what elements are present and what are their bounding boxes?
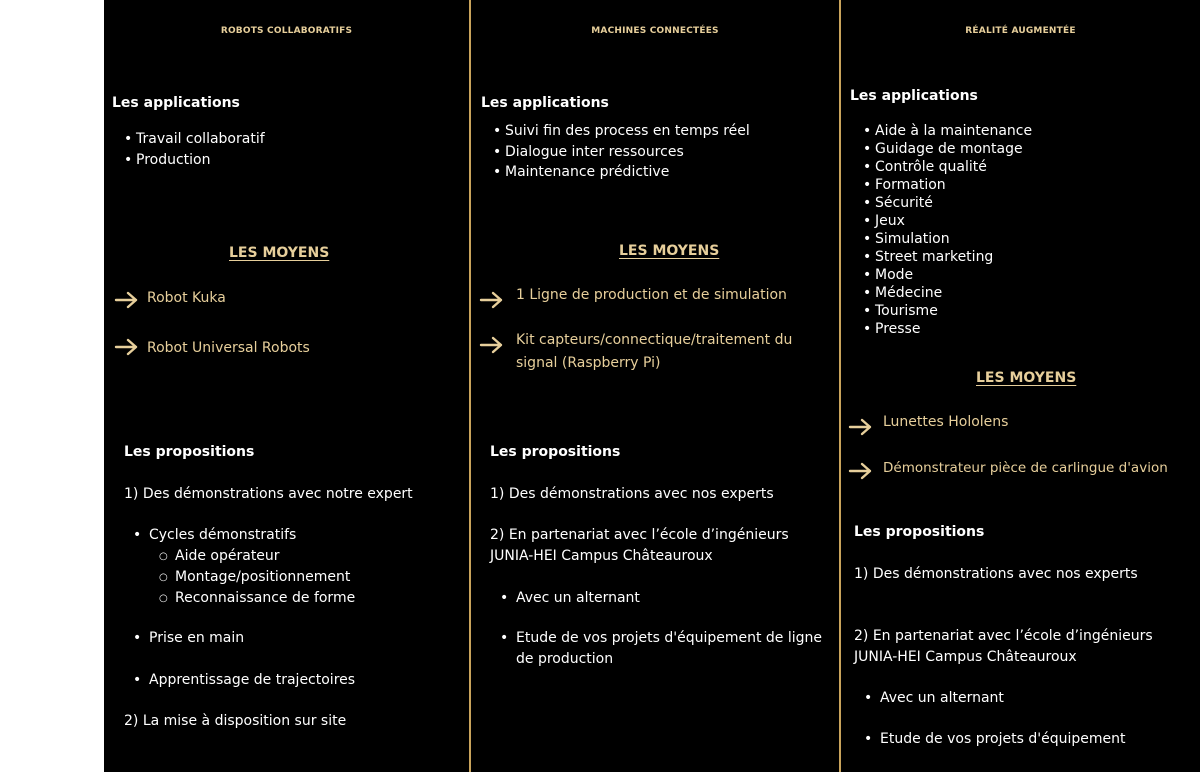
column-title: ROBOTS COLLABORATIFS [220,26,353,36]
list-item: • Maintenance prédictive [493,162,750,183]
proposition-alternant: • Avec un alternant [864,688,1004,709]
column-machines-connectees [471,0,839,772]
list-item: • Médecine [863,284,1032,302]
list-item: • Dialogue inter ressources [493,142,750,163]
list-item: • Simulation [863,230,1032,248]
moyens-title: LES MOYENS [976,370,1077,386]
list-item: • Suivi fin des process en temps réel [493,121,750,142]
applications-label: Les applications [850,88,978,104]
list-item: • Formation [863,176,1032,194]
moyen-item-cont: signal (Raspberry Pi) [516,355,661,371]
proposition-2: 2) En partenariat avec l’école d’ingénieurs [490,527,789,543]
arrow-right-icon [479,335,505,355]
applications-list [124,129,265,170]
list-item: • Production [124,150,265,171]
sub-item: ○ Montage/positionnement [159,567,350,588]
arrow-right-icon [848,417,874,437]
proposition-2-cont: JUNIA-HEI Campus Châteauroux [490,548,713,564]
list-item: • Mode [863,266,1032,284]
moyens-title: LES MOYENS [619,243,720,259]
sub-item: ○ Reconnaissance de forme [159,588,355,609]
sub-item: ○ Aide opérateur [159,546,280,567]
list-item: • Contrôle qualité [863,158,1032,176]
proposition-2: 2) En partenariat avec l’école d’ingénieurs [854,628,1153,644]
list-item: • Street marketing [863,248,1032,266]
column-title: MACHINES CONNECTÉES [591,26,719,36]
propositions-label: Les propositions [854,524,985,540]
proposition-prise: • Prise en main [133,628,244,649]
proposition-etude-cont: de production [516,651,614,667]
list-item: • Aide à la maintenance [863,122,1032,140]
proposition-cycles: • Cycles démonstratifs [133,525,296,546]
moyen-item: Robot Universal Robots [147,340,310,356]
propositions-label: Les propositions [490,444,621,460]
proposition-1: 1) Des démonstrations avec nos experts [854,566,1138,582]
proposition-1: 1) Des démonstrations avec notre expert [124,486,413,502]
proposition-1: 1) Des démonstrations avec nos experts [490,486,774,502]
offer-board [104,0,1200,772]
column-realite-augmentee [841,0,1200,772]
list-item: • Jeux [863,212,1032,230]
moyen-item: 1 Ligne de production et de simulation [516,287,787,303]
proposition-apprentissage: • Apprentissage de trajectoires [133,670,355,691]
arrow-right-icon [114,337,140,357]
propositions-label: Les propositions [124,444,255,460]
column-title: RÉALITÉ AUGMENTÉE [965,26,1076,36]
proposition-2-cont: JUNIA-HEI Campus Châteauroux [854,649,1077,665]
applications-list [863,122,1032,338]
moyen-item: Kit capteurs/connectique/traitement du [516,332,793,348]
list-item: • Travail collaboratif [124,129,265,150]
list-item: • Presse [863,320,1032,338]
arrow-right-icon [479,290,505,310]
moyen-item: Robot Kuka [147,290,226,306]
moyens-title: LES MOYENS [229,245,330,261]
moyen-item: Démonstrateur pièce de carlingue d'avion [883,460,1168,476]
proposition-etude: • Etude de vos projets d'équipement [864,729,1125,750]
list-item: • Guidage de montage [863,140,1032,158]
arrow-right-icon [114,290,140,310]
proposition-alternant: • Avec un alternant [500,588,640,609]
list-item: • Tourisme [863,302,1032,320]
applications-list [493,121,750,183]
applications-label: Les applications [112,95,240,111]
applications-label: Les applications [481,95,609,111]
column-robots-collaboratifs [104,0,469,772]
arrow-right-icon [848,461,874,481]
proposition-etude: • Etude de vos projets d'équipement de ligne [500,628,822,649]
list-item: • Sécurité [863,194,1032,212]
moyen-item: Lunettes Hololens [883,414,1009,430]
proposition-2: 2) La mise à disposition sur site [124,713,347,729]
